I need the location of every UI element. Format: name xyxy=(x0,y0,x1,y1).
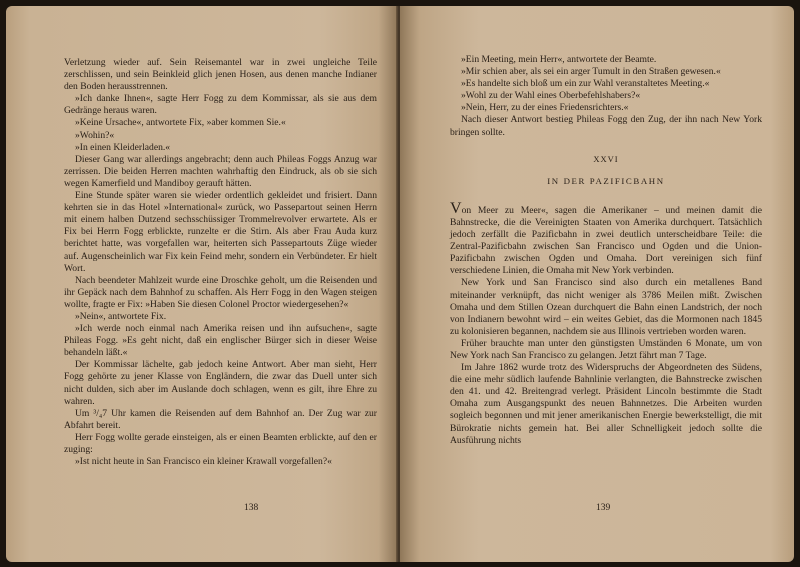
paragraph: »Wohl zu der Wahl eines Oberbefehlshabers?« xyxy=(461,90,641,102)
paragraph: »Nein«, antwortete Fix. xyxy=(75,310,167,322)
paragraph: Verletzung wieder auf. Sein Reisemantel war in zwei ungleiche Teile zerschlissen, und sein Beinkleid glich jenen Hosen, aus denen manche Indianer den Boden herausstrennen. xyxy=(64,57,377,93)
paragraph: Nach beendeter Mahlzeit wurde eine Droschke geholt, um die Reisenden und ihr Gepäck nach dem Bahnhof zu schaffen. Als Herr Fogg in den Wagen steigen wollte, fragte er Fix: »Haben Sie diesen Colonel Proctor wiedergesehen?« xyxy=(64,274,377,310)
paragraph: Der Kommissar lächelte, gab jedoch keine Antwort. Aber man sieht, Herr Fogg gehörte zu jener Klasse von Engländern, die zwar das Duell unter sich nicht dulden, sich aber im Auslande doch schlagen, wenn es gilt, ihre Ehre zu wahren. xyxy=(64,359,377,407)
paragraph: »Mir schien aber, als sei ein arger Tumult in den Straßen gewesen.« xyxy=(461,66,721,78)
chapter-number: XXVI xyxy=(593,153,619,164)
paragraph: »Ist nicht heute in San Francisco ein kleiner Krawall vorgefallen?« xyxy=(75,456,332,468)
paragraph: Dieser Gang war allerdings angebracht; denn auch Phileas Foggs Anzug war zerrissen. Die beiden Herren machten wahrhaftig den Eindruck, als ob sie sich wegen Kamerfield und Mandiboy gerauft hätten. xyxy=(64,153,377,189)
right-top-paragraphs xyxy=(450,54,762,139)
right-page-text xyxy=(450,54,762,447)
chapter-title: IN DER PAZIFICBAHN xyxy=(547,175,665,186)
first-paragraph-text: on Meer zu Meer«, sagen die Amerikaner – und meinen damit die Bahnstrecke, die die Vereinigten Staaten von Amerika durchquert. Tatsächlich jedoch zerfällt die Pazificbahn in zwei deutlich unterscheidbare Teile: die Zentral-Pazificbahn zwischen San Francisco und Ogden und die Union-Pazificbahn zwischen Ogden und Omaha. Dort vereinigen sich fünf verschiedene Linien, die Omaha mit New York verbinden. xyxy=(450,204,762,277)
paragraph: »Nein, Herr, zu der eines Friedensrichters.« xyxy=(461,102,629,114)
paragraph: Früher brauchte man unter den günstigsten Umständen 6 Monate, um von New York nach San Francisco zu gelangen. Jetzt fährt man 7 Tage. xyxy=(450,337,762,361)
paragraph: Eine Stunde später waren sie wieder ordentlich gekleidet und frisiert. Dann kehrten sie in das Hotel »International« zurück, wo Passepartout seinen Herrn mit einem halben Dutzend sechsschüssiger Trommelrevolver erwartete. Als er Fix bei Herrn Fogg erblickte, runzelte er die Stirn. Als aber Frau Auda kurz berichtet hatte, was vorgefallen war, heiterten sich Passepartouts Züge wieder auf. Augenscheinlich war Fix kein Feind mehr, sondern ein Verbündeter. Er hielt Wort. xyxy=(64,190,377,274)
initial-letter: V xyxy=(450,199,462,217)
right-bottom-paragraphs xyxy=(450,277,762,446)
paragraph: Im Jahre 1862 wurde trotz des Widerspruchs der Abgeordneten des Südens, die eine mehr südlich laufende Bahnlinie verlangten, die Bahnstrecke zwischen den 41. und 42. Breitengrad verlegt. Präsident Lincoln bestimmte die Stadt Omaha zum Ausgangspunkt des neuen Bahnnetzes. Die Arbeiten wurden sogleich begonnen und mit jener amerikanischen Energie bewerkstelligt, die mit Bürokratie nichts gemein hat. Bei aller Schnelligkeit jedoch sollte die Ausführung nichts xyxy=(450,362,762,446)
paragraph: »Keine Ursache«, antwortete Fix, »aber kommen Sie.« xyxy=(75,117,286,129)
paragraph: »Ein Meeting, mein Herr«, antwortete der Beamte. xyxy=(461,54,657,65)
paragraph: Herr Fogg wollte gerade einsteigen, als er einen Beamten erblickte, auf den er zuging: xyxy=(64,431,377,455)
left-page xyxy=(6,6,398,562)
paragraph: »Ich danke Ihnen«, sagte Herr Fogg zu dem Kommissar, als sie aus dem Gedränge heraus waren. xyxy=(64,93,377,117)
page-number: 139 xyxy=(596,503,611,513)
page-number: 138 xyxy=(244,503,259,513)
paragraph: »Es handelte sich bloß um ein zur Wahl veranstaltetes Meeting.« xyxy=(461,78,710,90)
paragraph: »Ich werde noch einmal nach Amerika reisen und ihn aufsuchen«, sagte Phileas Fogg. »Es geht nicht, daß ein englischer Bürger sich in dieser Weise behandeln läßt.« xyxy=(64,323,377,359)
left-page-text xyxy=(64,57,377,468)
right-page xyxy=(400,6,794,562)
chapter-first-paragraph xyxy=(450,199,762,278)
paragraph: »In einen Kleiderladen.« xyxy=(75,141,171,153)
paragraph: Nach dieser Antwort bestieg Phileas Fogg den Zug, der ihn nach New York bringen sollte. xyxy=(450,114,762,138)
paragraph: »Wohin?« xyxy=(75,129,115,141)
paragraph: Um ³/₄7 Uhr kamen die Reisenden auf dem Bahnhof an. Der Zug war zur Abfahrt bereit. xyxy=(64,407,377,431)
paragraph: New York und San Francisco sind also durch ein metallenes Band miteinander verknüpft, das nicht weniger als 3786 Meilen mißt. Zwischen Omaha und dem Stillen Ozean durchquert die Bahn einen Landstrich, der noch von Indianern bewohnt wird – ein weites Gebiet, das die Mormonen nach 1845 zu kolonisieren begannen, nachdem sie aus Illinois vertrieben worden waren. xyxy=(450,277,762,337)
